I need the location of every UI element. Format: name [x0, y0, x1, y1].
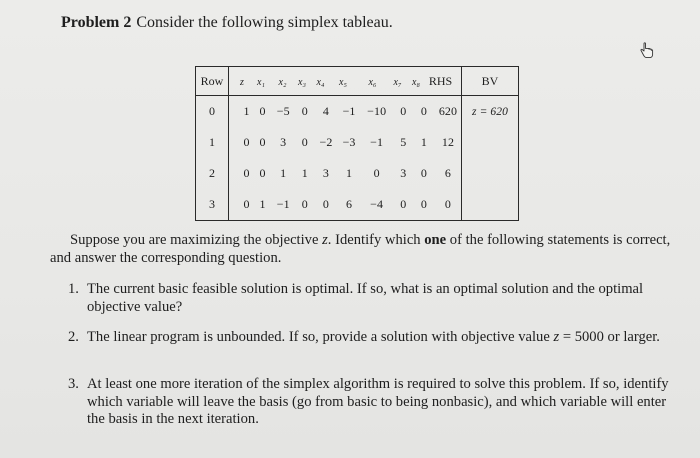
- question-text: [87, 329, 680, 347]
- cell: −2: [319, 135, 333, 150]
- tableau-header-row: [196, 67, 518, 96]
- cell: 0: [400, 197, 407, 212]
- cell: 1: [420, 135, 427, 150]
- tableau-row-2: [196, 158, 518, 189]
- cell: 0: [243, 135, 250, 150]
- cell: 6: [444, 166, 452, 181]
- row-bv-value: z = 620: [472, 105, 508, 118]
- cell: 0: [259, 166, 266, 181]
- question-text: At least one more iteration of the simplex algorithm is required to solve this problem. If so, identify which variable will leave the basis (go from basic to being nonbasic), and which variable will enter the basis in the next iteration.: [87, 376, 669, 427]
- cell: 0: [373, 166, 380, 181]
- cell: 0: [259, 104, 266, 119]
- cell: 1: [280, 166, 287, 181]
- cell: 4: [322, 104, 329, 119]
- hand-pointer-icon: [639, 42, 655, 60]
- question-number: 1.: [68, 281, 79, 297]
- cell: 0: [301, 135, 308, 150]
- cell: 0: [420, 166, 427, 181]
- cell: 3: [400, 166, 407, 181]
- row-cells: [229, 127, 462, 158]
- simplex-tableau: [195, 66, 519, 221]
- prompt-emph: one: [424, 232, 447, 248]
- cell: 1: [243, 104, 250, 119]
- row-cells: [229, 96, 462, 128]
- row-number: 2: [196, 158, 229, 189]
- question-var: z: [553, 329, 560, 345]
- cell: 0: [420, 197, 427, 212]
- row-number: 0: [196, 96, 229, 128]
- problem-label: Problem 2: [61, 14, 132, 31]
- cell: −1: [370, 135, 384, 150]
- row-bv: [462, 127, 519, 158]
- cell: 12: [441, 135, 455, 150]
- cell: 0: [420, 104, 427, 119]
- tableau-row-1: [196, 127, 518, 158]
- cell: 0: [243, 197, 250, 212]
- row-cells: [229, 158, 462, 189]
- cell: −1: [276, 197, 290, 212]
- cell: 0: [301, 197, 308, 212]
- cell: 0: [243, 166, 250, 181]
- header-var-x4: x₄: [316, 76, 325, 88]
- question-text: The current basic feasible solution is optimal. If so, what is an optimal solution and the optimal objective value?: [87, 281, 644, 315]
- cell: 0: [259, 135, 266, 150]
- problem-text: Consider the following simplex tableau.: [136, 14, 393, 31]
- row-cells: [229, 189, 462, 220]
- cell: 6: [345, 197, 353, 212]
- row-bv: [462, 189, 519, 220]
- tableau-row-3: [196, 189, 518, 220]
- header-var-x3: x₃: [298, 76, 306, 88]
- cell: 0: [444, 197, 452, 212]
- header-var-z: z: [240, 76, 244, 88]
- cell: 620: [438, 104, 458, 119]
- row-number: 3: [196, 189, 229, 220]
- cell: 1: [345, 166, 353, 181]
- question-text-before: The linear program is unbounded. If so, provide a solution with objective value: [87, 329, 554, 345]
- cell: 0: [400, 104, 407, 119]
- tableau-row-0: [196, 96, 518, 128]
- question-3: [68, 376, 680, 429]
- header-row: Row: [196, 67, 229, 96]
- cell: −5: [276, 104, 290, 119]
- row-bv: [462, 158, 519, 189]
- header-var-x5: x₅: [339, 76, 347, 88]
- header-var-x1: x₁: [257, 76, 265, 88]
- cell: 3: [280, 135, 287, 150]
- problem-heading: [61, 14, 393, 32]
- cell: 3: [322, 166, 329, 181]
- prompt-middle: . Identify which: [327, 232, 425, 248]
- row-number: 1: [196, 127, 229, 158]
- header-rhs: RHS: [428, 73, 453, 88]
- header-bv: BV: [462, 67, 519, 96]
- row-bv: [462, 96, 519, 128]
- problem-prompt: [50, 231, 680, 267]
- question-number: 2.: [68, 329, 79, 345]
- cell: −1: [342, 104, 356, 119]
- cell: 0: [322, 197, 329, 212]
- header-var-x7: x₇: [393, 76, 402, 88]
- question-1: [68, 281, 680, 316]
- cell: 1: [259, 197, 266, 212]
- header-var-x6: x₆: [368, 76, 377, 88]
- cell: −10: [367, 104, 387, 119]
- header-variables: [229, 67, 462, 96]
- cell: −4: [370, 197, 384, 212]
- cell: 0: [301, 104, 308, 119]
- cell: 1: [301, 166, 308, 181]
- prompt-after: of the following statements is correct, and answer the corresponding question.: [50, 232, 671, 266]
- cell: −3: [342, 135, 356, 150]
- cell: 5: [400, 135, 407, 150]
- prompt-before: Suppose you are maximizing the objective: [70, 232, 323, 248]
- header-var-x8: x₈: [412, 76, 420, 88]
- question-number: 3.: [68, 376, 79, 392]
- prompt-var: z: [322, 232, 328, 248]
- header-var-x2: x₂: [278, 76, 287, 88]
- question-text-after: = 5000 or larger.: [559, 329, 660, 345]
- question-2: [68, 329, 680, 347]
